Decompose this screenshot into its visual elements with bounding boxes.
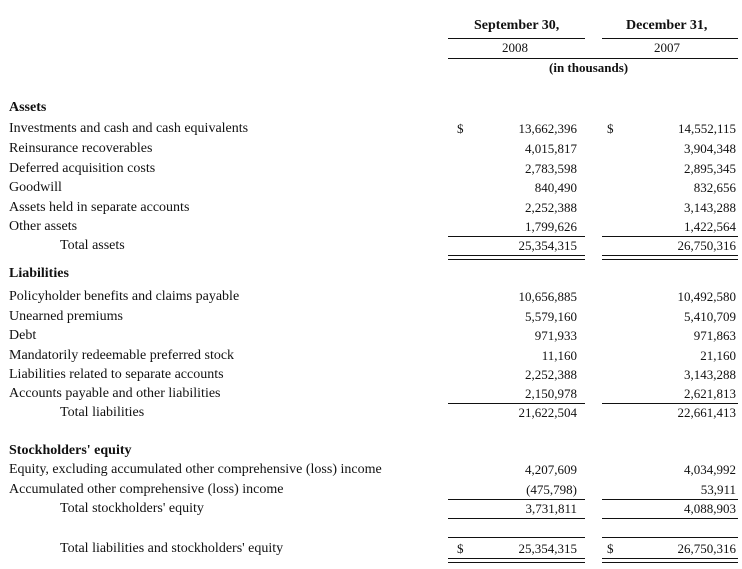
col2-header-year: 2007 — [654, 40, 680, 55]
grand-total-top-rule — [448, 537, 585, 538]
assets-row-label: Deferred acquisition costs — [9, 161, 156, 176]
col1-header-year: 2008 — [502, 40, 528, 55]
total-liabilities-2008: 21,622,504 — [518, 405, 577, 420]
liabilities-row-value-2008: 2,252,388 — [525, 367, 577, 382]
dollar-sign: $ — [607, 541, 614, 556]
total-liabilities-label: Total liabilities — [60, 405, 145, 420]
subtotal-rule — [602, 236, 738, 237]
liabilities-row-label: Policyholder benefits and claims payable — [9, 289, 240, 304]
assets-row-label: Goodwill — [9, 180, 62, 195]
subtotal-rule — [448, 236, 585, 237]
liabilities-row-value-2007: 3,143,288 — [684, 367, 736, 382]
liabilities-row-value-2008: 10,656,885 — [518, 289, 577, 304]
liabilities-heading: Liabilities — [9, 266, 69, 281]
double-rule — [448, 255, 585, 260]
assets-row-value-2008: 2,252,388 — [525, 200, 577, 215]
grand-total-top-rule — [602, 537, 738, 538]
assets-row-value-2007: 1,422,564 — [684, 219, 736, 234]
liabilities-row-value-2008: 5,579,160 — [525, 309, 577, 324]
total-equity-2008: 3,731,811 — [525, 501, 577, 516]
units-label: (in thousands) — [549, 60, 629, 75]
assets-row-value-2007: 14,552,115 — [677, 121, 736, 136]
subtotal-rule — [602, 403, 738, 404]
assets-row-value-2008: 4,015,817 — [525, 141, 577, 156]
liabilities-row-value-2008: 11,160 — [541, 348, 577, 363]
total-assets-2008: 25,354,315 — [518, 238, 577, 253]
subtotal-rule — [448, 518, 585, 519]
assets-row-value-2008: 1,799,626 — [525, 219, 577, 234]
liabilities-row-value-2008: 2,150,978 — [525, 386, 577, 401]
assets-row-value-2008: 13,662,396 — [518, 121, 577, 136]
grand-total-2007: 26,750,316 — [677, 541, 736, 556]
assets-row-label: Assets held in separate accounts — [9, 200, 190, 215]
assets-row-value-2007: 2,895,345 — [684, 161, 736, 176]
subtotal-rule — [448, 403, 585, 404]
grand-total-label: Total liabilities and stockholders' equity — [60, 541, 284, 556]
equity-row-value-2008: (475,798) — [526, 482, 577, 497]
liabilities-row-label: Accounts payable and other liabilities — [9, 386, 221, 401]
equity-row-value-2007: 4,034,992 — [684, 462, 736, 477]
total-equity-label: Total stockholders' equity — [60, 501, 204, 516]
grand-total-2008: 25,354,315 — [518, 541, 577, 556]
liabilities-row-label: Debt — [9, 328, 37, 343]
assets-row-label: Reinsurance recoverables — [9, 141, 153, 156]
subtotal-rule — [602, 518, 738, 519]
total-assets-2007: 26,750,316 — [677, 238, 736, 253]
dollar-sign: $ — [457, 541, 464, 556]
dollar-sign: $ — [457, 121, 464, 136]
assets-row-value-2008: 2,783,598 — [525, 161, 577, 176]
equity-row-value-2007: 53,911 — [700, 482, 736, 497]
liabilities-row-value-2008: 971,933 — [534, 328, 577, 343]
liabilities-row-value-2007: 10,492,580 — [677, 289, 736, 304]
liabilities-row-label: Liabilities related to separate accounts — [9, 367, 224, 382]
assets-heading: Assets — [9, 100, 47, 115]
assets-row-value-2007: 832,656 — [693, 180, 736, 195]
equity-heading: Stockholders' equity — [9, 443, 132, 458]
col1-header-date: September 30, — [474, 18, 560, 33]
col2-header-date: December 31, — [626, 18, 708, 33]
liabilities-row-value-2007: 971,863 — [693, 328, 736, 343]
assets-row-value-2007: 3,904,348 — [684, 141, 736, 156]
double-rule — [602, 255, 738, 260]
liabilities-row-value-2007: 2,621,813 — [684, 386, 736, 401]
liabilities-row-label: Mandatorily redeemable preferred stock — [9, 348, 235, 363]
liabilities-row-value-2007: 5,410,709 — [684, 309, 736, 324]
header-underline-col1 — [448, 38, 585, 39]
dollar-sign: $ — [607, 121, 614, 136]
total-liabilities-2007: 22,661,413 — [677, 405, 736, 420]
liabilities-row-label: Unearned premiums — [9, 309, 123, 324]
double-rule — [448, 558, 585, 563]
header-underline-col2 — [602, 38, 738, 39]
subtotal-rule — [602, 499, 738, 500]
assets-row-value-2008: 840,490 — [534, 180, 577, 195]
assets-row-label: Other assets — [9, 219, 78, 234]
subtotal-rule — [448, 499, 585, 500]
equity-row-label: Accumulated other comprehensive (loss) income — [9, 482, 284, 497]
assets-row-value-2007: 3,143,288 — [684, 200, 736, 215]
liabilities-row-value-2007: 21,160 — [700, 348, 736, 363]
assets-row-label: Investments and cash and cash equivalents — [9, 121, 249, 136]
header-underline-units — [448, 58, 738, 59]
total-assets-label: Total assets — [60, 238, 125, 253]
equity-row-value-2008: 4,207,609 — [525, 462, 577, 477]
double-rule — [602, 558, 738, 563]
total-equity-2007: 4,088,903 — [684, 501, 736, 516]
equity-row-label: Equity, excluding accumulated other comprehensive (loss) income — [9, 462, 382, 477]
